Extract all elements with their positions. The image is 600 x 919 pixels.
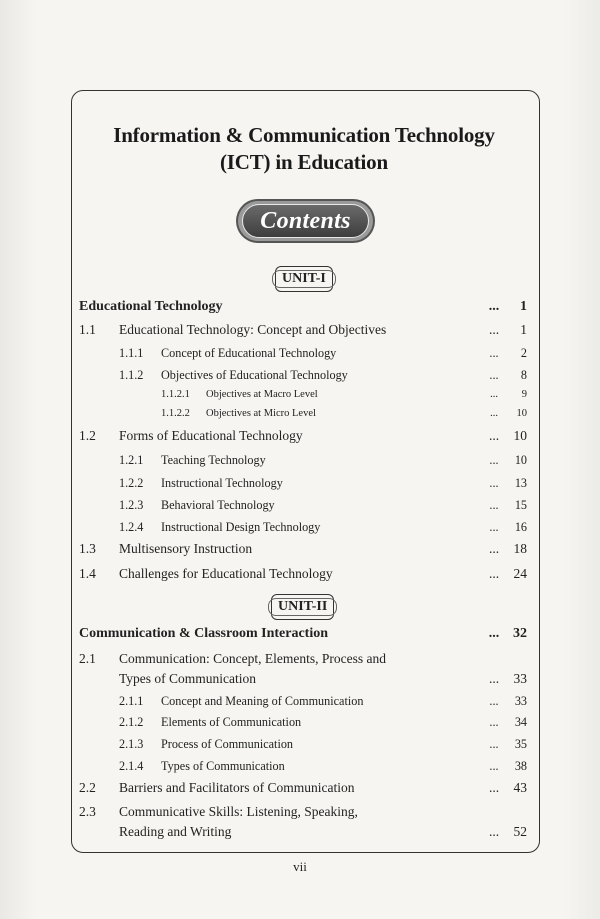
- toc-chapter-communication[interactable]: [79, 623, 529, 645]
- toc-entry-title-continued: Types of Communication: [119, 671, 257, 686]
- toc-entry-leader: ...: [490, 408, 498, 419]
- toc-entry-title: Teaching Technology: [161, 453, 266, 467]
- toc-entry-number: 1.1: [79, 322, 96, 337]
- toc-entry-title: Challenges for Educational Technology: [119, 566, 333, 581]
- toc-entry-number: 1.3: [79, 541, 96, 556]
- toc-entry-title: Process of Communication: [161, 737, 294, 751]
- toc-entry-1-2-2[interactable]: [79, 472, 529, 494]
- toc-entry-number: 2.2: [79, 780, 96, 795]
- page-number: vii: [293, 859, 307, 874]
- toc-entry-title: Concept and Meaning of Communication: [161, 694, 364, 708]
- toc-entry-title: Communication & Classroom Interaction: [79, 626, 329, 641]
- toc-entry-page: 43: [513, 780, 527, 795]
- toc-entry-number: 1.1.2: [119, 368, 144, 382]
- toc-entry-title: Elements of Communication: [161, 715, 302, 729]
- toc-entry-leader: ...: [489, 476, 499, 490]
- toc-entry-title: Educational Technology: Concept and Objectives: [119, 322, 387, 337]
- toc-entry-title: Educational Technology: [79, 299, 223, 314]
- toc-entry-page: 35: [514, 737, 527, 751]
- toc-entry-1-1-2-2[interactable]: [79, 403, 529, 425]
- toc-entry-number: 2.1.3: [119, 737, 144, 751]
- toc-entry-number: 1.2.3: [119, 498, 144, 512]
- toc-entry-title: Communicative Skills: Listening, Speaking,: [119, 804, 358, 819]
- toc-entry-leader: ...: [489, 759, 499, 773]
- toc-entry-number: 1.1.2.2: [161, 408, 190, 419]
- toc-entry-title: Instructional Technology: [161, 476, 283, 490]
- toc-entry-page: 15: [514, 498, 527, 512]
- toc-entry-page: 24: [513, 566, 527, 581]
- toc-entry-page: 8: [520, 368, 527, 382]
- toc-entry-title: Objectives at Macro Level: [206, 389, 318, 400]
- toc-entry-number: 1.2.2: [119, 476, 144, 490]
- toc-entry-number: 2.1: [79, 651, 96, 666]
- toc-entry-title: Behavioral Technology: [161, 498, 275, 512]
- book-title-line-2: (ICT) in Education: [220, 150, 388, 174]
- toc-entry-2-1-1[interactable]: [79, 690, 529, 712]
- toc-entry-number: 2.1.1: [119, 694, 144, 708]
- toc-entry-page: 33: [514, 694, 527, 708]
- toc-entry-page: 9: [521, 389, 527, 400]
- toc-entry-leader: ...: [489, 520, 499, 534]
- toc-entry-1-1-2[interactable]: [79, 364, 529, 386]
- toc-entry-leader: ...: [488, 780, 500, 795]
- toc-entry-title: Barriers and Facilitators of Communication: [119, 780, 355, 795]
- toc-entry-number: 1.1.2.1: [161, 389, 190, 400]
- toc-entry-page: 38: [514, 759, 527, 773]
- toc-entry-1-2[interactable]: [79, 425, 529, 447]
- toc-entry-title: Forms of Educational Technology: [119, 428, 303, 443]
- toc-entry-2-1-2[interactable]: [79, 711, 529, 733]
- toc-entry-page: 10: [514, 453, 527, 467]
- book-title: [0, 122, 600, 176]
- toc-entry-number: 1.1.1: [119, 346, 144, 360]
- unit-2-label: UNIT-II: [271, 594, 334, 620]
- toc-entry-leader: ...: [489, 346, 499, 360]
- toc-entry-leader: ...: [488, 428, 500, 443]
- toc-entry-page: 1: [520, 299, 527, 314]
- toc-entry-title: Concept of Educational Technology: [161, 346, 337, 360]
- toc-entry-leader: ...: [488, 322, 500, 337]
- toc-entry-number: 2.3: [79, 804, 96, 819]
- toc-entry-page: 32: [513, 626, 527, 641]
- toc-entry-title: Communication: Concept, Elements, Process and: [119, 651, 386, 666]
- toc-entry-2-1-4[interactable]: [79, 755, 529, 777]
- toc-entry-leader: ...: [488, 626, 500, 641]
- toc-entry-1-3[interactable]: [79, 538, 529, 560]
- toc-entry-title: Objectives at Micro Level: [206, 408, 316, 419]
- toc-entry-leader: ...: [488, 299, 500, 314]
- toc-entry-leader: ...: [488, 541, 500, 556]
- toc-entry-1-2-1[interactable]: [79, 449, 529, 471]
- toc-entry-leader: ...: [489, 498, 499, 512]
- toc-entry-leader: ...: [489, 715, 499, 729]
- toc-entry-number: 2.1.2: [119, 715, 144, 729]
- toc-entry-leader: ...: [488, 824, 500, 839]
- toc-entry-2-1[interactable]: [79, 649, 529, 689]
- toc-entry-1-1[interactable]: [79, 319, 529, 341]
- toc-entry-leader: ...: [489, 737, 499, 751]
- toc-entry-page: 1: [520, 322, 527, 337]
- toc-entry-page: 52: [513, 824, 527, 839]
- toc-entry-page: 2: [520, 346, 527, 360]
- toc-entry-title: Multisensory Instruction: [119, 541, 253, 556]
- toc-entry-title: Objectives of Educational Technology: [161, 368, 348, 382]
- toc-entry-page: 33: [513, 671, 527, 686]
- toc-entry-title: Types of Communication: [161, 759, 285, 773]
- contents-badge: [238, 201, 373, 241]
- toc-entry-2-2[interactable]: [79, 777, 529, 799]
- toc-entry-number: 1.2.4: [119, 520, 144, 534]
- toc-entry-page: 34: [514, 715, 527, 729]
- toc-entry-leader: ...: [488, 671, 500, 686]
- toc-entry-number: 1.2: [79, 428, 96, 443]
- toc-entry-page: 10: [513, 428, 527, 443]
- toc-entry-page: 10: [516, 408, 527, 419]
- toc-entry-leader: ...: [489, 453, 499, 467]
- unit-1-label: UNIT-I: [275, 266, 333, 292]
- toc-entry-leader: ...: [489, 694, 499, 708]
- toc-entry-1-4[interactable]: [79, 563, 529, 585]
- toc-entry-leader: ...: [489, 368, 499, 382]
- toc-entry-page: 16: [514, 520, 527, 534]
- toc-entry-1-1-1[interactable]: [79, 342, 529, 364]
- toc-entry-number: 1.2.1: [119, 453, 144, 467]
- toc-entry-leader: ...: [488, 566, 500, 581]
- toc-chapter-educational-technology[interactable]: [79, 296, 529, 318]
- toc-entry-1-2-3[interactable]: [79, 494, 529, 516]
- toc-entry-2-1-3[interactable]: [79, 733, 529, 755]
- contents-heading: Contents: [260, 207, 351, 234]
- toc-entry-page: 13: [514, 476, 527, 490]
- toc-entry-1-2-4[interactable]: [79, 516, 529, 538]
- toc-entry-title: Instructional Design Technology: [161, 520, 321, 534]
- book-title-line-1: Information & Communication Technology: [113, 123, 495, 147]
- toc-entry-leader: ...: [490, 389, 498, 400]
- toc-entry-page: 18: [513, 541, 527, 556]
- toc-entry-title-continued: Reading and Writing: [119, 824, 232, 839]
- toc-entry-2-3[interactable]: [79, 802, 529, 842]
- toc-entry-number: 2.1.4: [119, 759, 144, 773]
- toc-entry-number: 1.4: [79, 566, 96, 581]
